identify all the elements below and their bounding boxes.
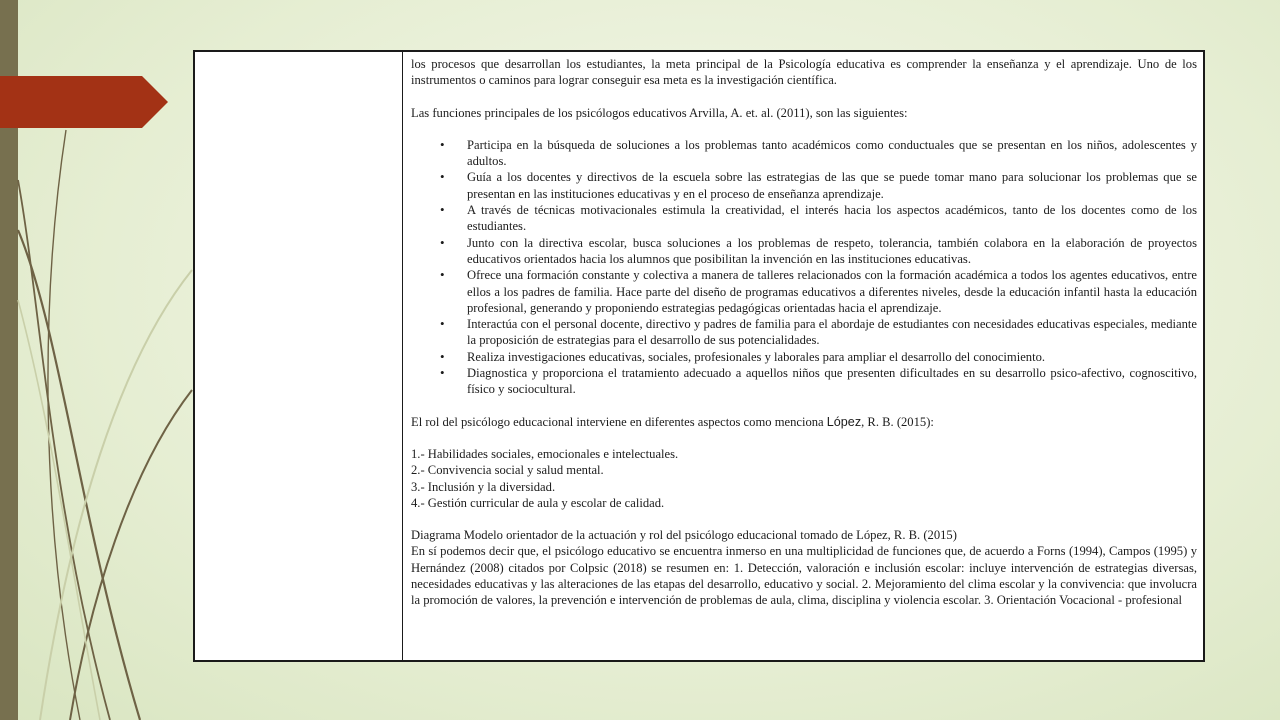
list-item: • Participa en la búsqueda de soluciones a los problemas tanto académicos como conductuales que se presentan en los niños, adolescentes y adultos.	[467, 137, 1197, 170]
list-item: 1.- Habilidades sociales, emocionales e intelectuales.	[411, 446, 679, 461]
list-item: • Junto con la directiva escolar, busca soluciones a los problemas de respeto, tolerancia, también colabora en la elaboración de proyectos educativos orientados hacia los alumnos que posibilitan la invención en las instituciones educativas.	[467, 235, 1197, 268]
functions-list	[411, 137, 1197, 398]
diagram-caption: Diagrama Modelo orientador de la actuación y rol del psicólogo educacional tomado de López, R. B. (2015)	[411, 528, 957, 543]
list-item: • Diagnostica y proporciona el tratamiento adecuado a aquellos niños que presenten dificultades en su desarrollo psico-afectivo, cognoscitivo, físico y sociocultural.	[467, 365, 1197, 398]
list-item: 4.- Gestión curricular de aula y escolar de calidad.	[411, 495, 665, 510]
closing-paragraph: En sí podemos decir que, el psicólogo educativo se encuentra inmerso en una multiplicidad de funciones que, de acuerdo a Forns (1994), Campos (1995) y Hernández (2008) citados por Colpsic (2018) se resumen en: 1. Detección, valoración e inclusión escolar: incluye intervención de estrategias diversas, necesidades educativas y las alteraciones de las etapas del desarrollo, educativo y social. 2. Mejoramiento del clima escolar y la convivencia: que involucra la promoción de valores, la prevención e intervención de problemas de aula, clima, disciplina y violencia escolar. 3. Orientación Vocacional - profesional	[411, 544, 1197, 608]
list-item: 3.- Inclusión y la diversidad.	[411, 479, 556, 494]
list-item: • A través de técnicas motivacionales estimula la creatividad, el interés hacia los aspectos académicos, tanto de los docentes como de los estudiantes.	[467, 202, 1197, 235]
list-item: • Guía a los docentes y directivos de la escuela sobre las estrategias de las que se puede tomar mano para solucionar los problemas que se presentan en las instituciones educativas y en el proceso de enseñanza aprendizaje.	[467, 169, 1197, 202]
role-heading-citation: , R. B. (2015):	[861, 414, 934, 429]
document-table	[193, 50, 1205, 662]
table-left-column	[195, 52, 403, 660]
list-item: • Interactúa con el personal docente, directivo y padres de familia para el abordaje de estudiantes con necesidades educativas especiales, mediante la proposición de estrategias para el desarrollo de sus potencialidades.	[467, 316, 1197, 349]
red-arrow-tab	[0, 76, 168, 128]
list-item: • Ofrece una formación constante y colectiva a manera de talleres relacionados con la formación académica a todos los agentes educativos, entre ellos a los padres de familia. Hace parte del diseño de programas educativos a diferentes niveles, desde la educación infantil hasta la educación profesional, generando y proponiendo estrategias pedagógicas orientadas hacia el aprendizaje.	[467, 267, 1197, 316]
functions-heading: Las funciones principales de los psicólogos educativos Arvilla, A. et. al. (2011), son las siguientes:	[411, 105, 908, 120]
role-heading	[411, 414, 1197, 430]
intro-paragraph: los procesos que desarrollan los estudiantes, la meta principal de la Psicología educativa es comprender la enseñanza y el aprendizaje. Uno de los instrumentos o caminos para lograr conseguir esa meta es la investigación científica.	[411, 57, 1197, 88]
role-heading-text: El rol del psicólogo educacional interviene en diferentes aspectos como menciona	[411, 414, 827, 429]
roles-list	[411, 446, 1197, 511]
table-text-column	[403, 56, 1197, 660]
role-heading-author: López	[826, 414, 862, 429]
list-item: • Realiza investigaciones educativas, sociales, profesionales y laborales para ampliar el desarrollo del conocimiento.	[467, 349, 1197, 365]
list-item: 2.- Convivencia social y salud mental.	[411, 463, 604, 478]
